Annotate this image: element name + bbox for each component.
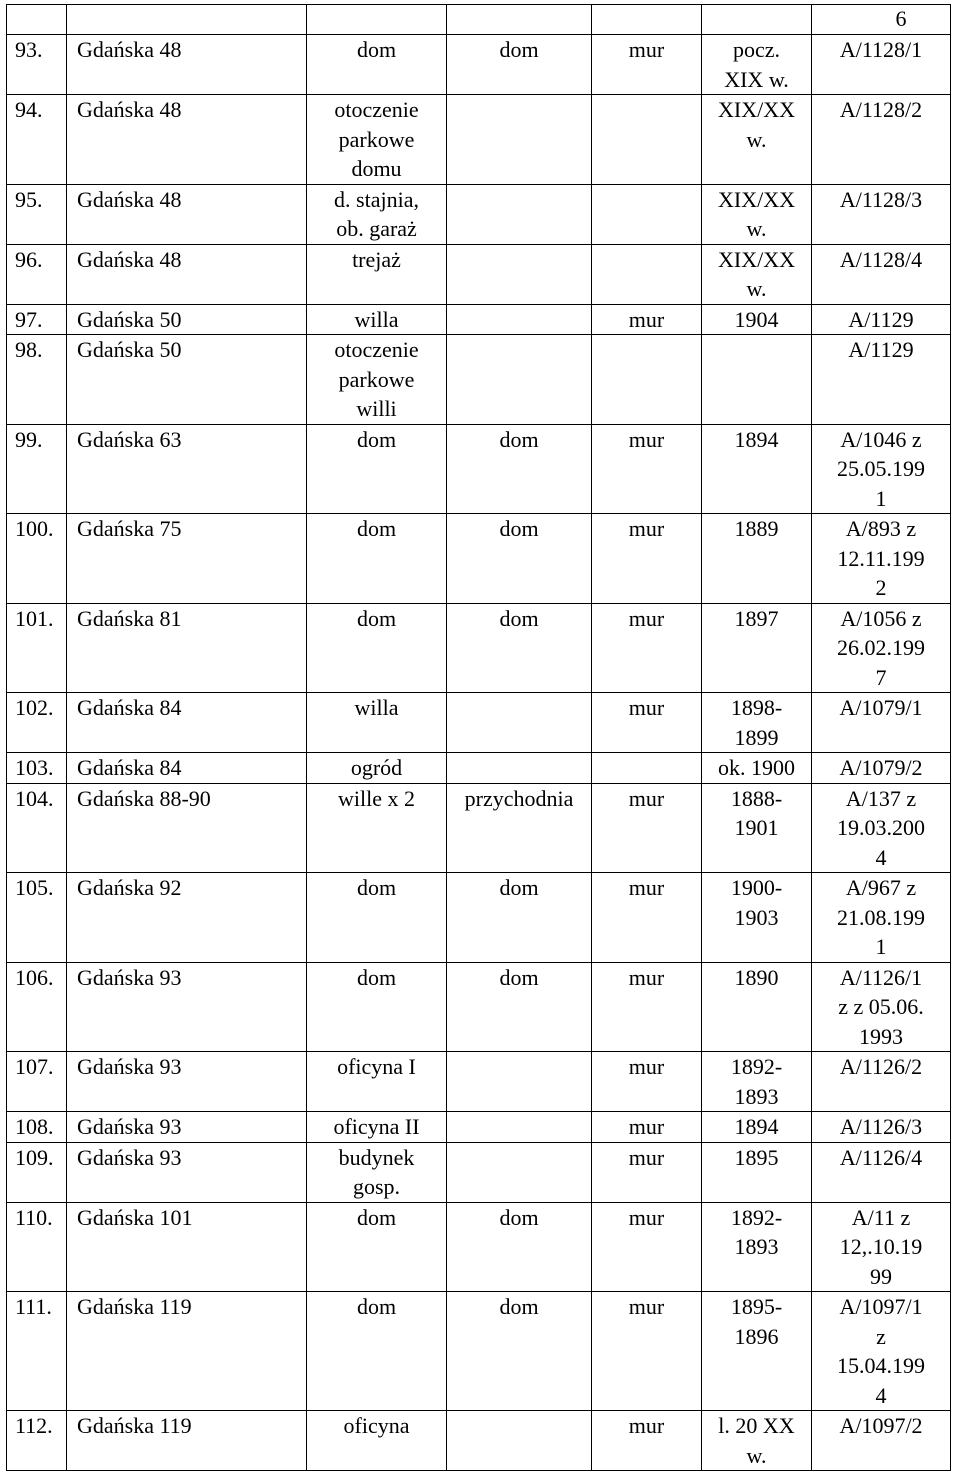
date-cell-text: 1904 <box>734 306 779 332</box>
address-cell-text: Gdańska 48 <box>77 246 182 272</box>
material-cell <box>592 95 702 185</box>
date-cell-text: 1890 <box>734 964 779 990</box>
table-row <box>7 1411 951 1471</box>
table-row <box>7 184 951 244</box>
address-cell-text: Gdańska 93 <box>77 1144 182 1170</box>
address-cell-text: Gdańska 63 <box>77 426 182 452</box>
address-cell <box>67 95 307 185</box>
material-cell-text: mur <box>628 605 665 631</box>
address-cell <box>67 1292 307 1411</box>
register-number-cell <box>812 962 951 1052</box>
row-number-text: 105. <box>15 875 54 900</box>
table-row <box>7 873 951 963</box>
original-function-cell-text: dom <box>356 1294 397 1319</box>
address-cell-text: Gdańska 75 <box>77 516 182 541</box>
date-cell-text: l. 20 XX w. <box>718 1413 795 1468</box>
date-cell-text: 1888- 1901 <box>730 785 783 840</box>
register-body <box>7 5 951 1471</box>
current-function-cell <box>447 1202 592 1292</box>
register-number-cell-text: A/1056 z 26.02.199 7 <box>837 605 925 690</box>
material-cell-text: mur <box>628 1413 665 1438</box>
address-cell <box>67 35 307 95</box>
page-number: 6 <box>895 6 907 31</box>
current-function-cell-text: dom <box>499 1204 539 1230</box>
date-cell <box>702 514 812 604</box>
material-cell <box>592 603 702 693</box>
current-function-cell <box>447 184 592 244</box>
header-cell <box>67 5 307 35</box>
row-number <box>7 603 67 693</box>
date-cell-text: 1894 <box>734 426 779 452</box>
current-function-cell <box>447 603 592 693</box>
original-function-cell-text: oficyna <box>343 1413 410 1438</box>
date-cell <box>702 1292 812 1411</box>
address-cell-text: Gdańska 93 <box>77 1054 182 1079</box>
current-function-cell <box>447 783 592 873</box>
register-number-cell-text: A/1126/3 <box>839 1114 923 1139</box>
register-number-cell <box>812 753 951 784</box>
table-row <box>7 1142 951 1202</box>
date-cell-text: 1897 <box>734 605 779 631</box>
address-cell-text: Gdańska 48 <box>77 97 182 122</box>
table-row <box>7 603 951 693</box>
row-number <box>7 1052 67 1112</box>
address-cell <box>67 184 307 244</box>
current-function-cell-text: dom <box>499 37 539 62</box>
original-function-cell-text: otoczenie parkowe domu <box>334 97 419 181</box>
original-function-cell <box>307 1202 447 1292</box>
material-cell <box>592 304 702 335</box>
original-function-cell <box>307 244 447 304</box>
row-number-text: 94. <box>15 97 43 122</box>
address-cell <box>67 1052 307 1112</box>
row-number <box>7 873 67 963</box>
current-function-cell <box>447 244 592 304</box>
register-number-cell-text: A/1128/4 <box>839 246 923 272</box>
row-number-text: 96. <box>15 246 43 272</box>
table-row <box>7 244 951 304</box>
date-cell-text: 1889 <box>734 516 779 541</box>
table-row <box>7 783 951 873</box>
row-number-text: 104. <box>15 785 54 811</box>
table-row <box>7 35 951 95</box>
date-cell <box>702 783 812 873</box>
date-cell <box>702 693 812 753</box>
material-cell-text: mur <box>628 875 665 900</box>
register-number-cell <box>812 603 951 693</box>
current-function-cell <box>447 1411 592 1471</box>
address-cell <box>67 693 307 753</box>
original-function-cell-text: dom <box>356 605 397 631</box>
material-cell <box>592 962 702 1052</box>
header-cell <box>592 5 702 35</box>
register-number-cell-text: A/1079/1 <box>839 695 923 720</box>
row-number-text: 109. <box>15 1144 54 1170</box>
current-function-cell <box>447 693 592 753</box>
date-cell <box>702 1142 812 1202</box>
row-number <box>7 1142 67 1202</box>
register-number-cell-text: A/1126/2 <box>839 1054 923 1079</box>
register-number-cell <box>812 1292 951 1411</box>
register-number-cell <box>812 244 951 304</box>
register-number-cell-text: A/1126/1 z z 05.06. 1993 <box>838 964 924 1049</box>
original-function-cell <box>307 753 447 784</box>
address-cell-text: Gdańska 50 <box>77 337 182 362</box>
current-function-cell-text: dom <box>499 875 539 900</box>
register-number-cell <box>812 35 951 95</box>
date-cell <box>702 335 812 425</box>
address-cell <box>67 873 307 963</box>
header-cell <box>812 5 951 35</box>
original-function-cell <box>307 424 447 514</box>
row-number-text: 106. <box>15 964 54 990</box>
address-cell-text: Gdańska 81 <box>77 605 182 631</box>
original-function-cell <box>307 783 447 873</box>
register-number-cell <box>812 1411 951 1471</box>
address-cell-text: Gdańska 93 <box>77 1114 182 1139</box>
material-cell-text: mur <box>628 306 665 332</box>
table-row <box>7 335 951 425</box>
row-number <box>7 95 67 185</box>
current-function-cell-text: dom <box>499 516 539 541</box>
table-row <box>7 304 951 335</box>
register-number-cell-text: A/1079/2 <box>839 755 923 780</box>
address-cell-text: Gdańska 101 <box>77 1204 193 1230</box>
register-number-cell-text: A/1128/2 <box>839 97 923 122</box>
register-number-cell-text: A/1128/1 <box>839 37 923 62</box>
date-cell-text: 1895 <box>734 1144 779 1170</box>
date-cell <box>702 35 812 95</box>
original-function-cell-text: oficyna I <box>337 1054 416 1079</box>
material-cell-text: mur <box>628 516 665 541</box>
table-row <box>7 693 951 753</box>
current-function-cell-text: dom <box>499 964 539 990</box>
monument-register-table <box>6 4 951 1471</box>
register-number-cell <box>812 783 951 873</box>
material-cell <box>592 1202 702 1292</box>
register-number-cell-text: A/1129 <box>848 306 914 332</box>
date-cell <box>702 244 812 304</box>
date-cell-text: XIX/XX w. <box>718 246 795 301</box>
original-function-cell-text: otoczenie parkowe willi <box>334 337 419 421</box>
row-number <box>7 184 67 244</box>
register-number-cell <box>812 514 951 604</box>
date-cell <box>702 962 812 1052</box>
date-cell <box>702 603 812 693</box>
material-cell-text: mur <box>628 1204 665 1230</box>
original-function-cell-text: oficyna II <box>333 1114 420 1139</box>
row-number <box>7 304 67 335</box>
date-cell <box>702 1112 812 1143</box>
register-number-cell <box>812 873 951 963</box>
address-cell <box>67 1112 307 1143</box>
address-cell <box>67 244 307 304</box>
table-row <box>7 1052 951 1112</box>
row-number <box>7 35 67 95</box>
row-number <box>7 514 67 604</box>
date-cell-text: 1895- 1896 <box>730 1294 783 1349</box>
register-number-cell <box>812 1142 951 1202</box>
row-number <box>7 1292 67 1411</box>
address-cell <box>67 783 307 873</box>
table-row <box>7 1112 951 1143</box>
original-function-cell <box>307 1142 447 1202</box>
register-number-cell <box>812 184 951 244</box>
original-function-cell <box>307 95 447 185</box>
original-function-cell-text: dom <box>356 875 397 900</box>
register-number-cell-text: A/1129 <box>848 337 914 362</box>
current-function-cell-text: dom <box>499 426 539 452</box>
row-number <box>7 1411 67 1471</box>
material-cell <box>592 514 702 604</box>
register-number-cell-text: A/893 z 12.11.199 2 <box>837 516 925 600</box>
table-row <box>7 95 951 185</box>
material-cell-text: mur <box>628 37 665 62</box>
address-cell <box>67 304 307 335</box>
table-row <box>7 1202 951 1292</box>
address-cell <box>67 1202 307 1292</box>
row-number <box>7 424 67 514</box>
original-function-cell <box>307 304 447 335</box>
row-number-text: 111. <box>15 1294 52 1319</box>
register-number-cell-text: A/137 z 19.03.200 4 <box>837 785 925 870</box>
register-number-cell <box>812 1112 951 1143</box>
register-number-cell-text: A/967 z 21.08.199 1 <box>837 875 925 959</box>
material-cell-text: mur <box>628 785 665 811</box>
row-number-text: 97. <box>15 306 43 332</box>
material-cell <box>592 1052 702 1112</box>
current-function-cell <box>447 873 592 963</box>
row-number-text: 93. <box>15 37 43 62</box>
register-number-cell <box>812 335 951 425</box>
original-function-cell-text: dom <box>356 516 397 541</box>
row-number-text: 103. <box>15 755 54 780</box>
current-function-cell <box>447 753 592 784</box>
row-number-text: 101. <box>15 605 54 631</box>
date-cell <box>702 424 812 514</box>
current-function-cell-text: dom <box>499 1294 539 1319</box>
address-cell-text: Gdańska 119 <box>77 1413 192 1438</box>
register-number-cell-text: A/1097/1 z 15.04.199 4 <box>837 1294 925 1408</box>
row-number-text: 110. <box>15 1204 53 1230</box>
material-cell-text: mur <box>628 964 665 990</box>
table-row <box>7 753 951 784</box>
row-number-text: 112. <box>15 1413 53 1438</box>
date-cell <box>702 1411 812 1471</box>
row-number <box>7 335 67 425</box>
original-function-cell <box>307 693 447 753</box>
original-function-cell-text: d. stajnia, ob. garaż <box>334 186 419 241</box>
date-cell-text: XIX/XX w. <box>718 97 795 152</box>
material-cell <box>592 753 702 784</box>
row-number <box>7 753 67 784</box>
original-function-cell-text: trejaż <box>352 246 401 272</box>
material-cell <box>592 783 702 873</box>
original-function-cell <box>307 962 447 1052</box>
address-cell <box>67 514 307 604</box>
row-number-text: 102. <box>15 695 54 720</box>
table-row <box>7 514 951 604</box>
original-function-cell-text: wille x 2 <box>338 785 415 811</box>
material-cell <box>592 184 702 244</box>
current-function-cell <box>447 335 592 425</box>
header-row <box>7 5 951 35</box>
date-cell-text: 1892- 1893 <box>730 1204 783 1259</box>
register-number-cell <box>812 1202 951 1292</box>
register-number-cell <box>812 304 951 335</box>
current-function-cell <box>447 1292 592 1411</box>
row-number <box>7 1202 67 1292</box>
address-cell-text: Gdańska 48 <box>77 37 182 62</box>
date-cell-text: 1892- 1893 <box>730 1054 783 1109</box>
date-cell-text: 1900- 1903 <box>730 875 783 930</box>
address-cell <box>67 1411 307 1471</box>
original-function-cell <box>307 184 447 244</box>
row-number-text: 107. <box>15 1054 54 1079</box>
table-row <box>7 424 951 514</box>
address-cell <box>67 1142 307 1202</box>
material-cell <box>592 873 702 963</box>
register-number-cell-text: A/1097/2 <box>839 1413 923 1438</box>
current-function-cell-text: dom <box>499 605 539 631</box>
material-cell <box>592 693 702 753</box>
original-function-cell <box>307 514 447 604</box>
address-cell-text: Gdańska 88-90 <box>77 785 211 811</box>
table-row <box>7 962 951 1052</box>
date-cell-text: 1894 <box>734 1114 779 1139</box>
address-cell <box>67 962 307 1052</box>
address-cell <box>67 753 307 784</box>
row-number-text: 99. <box>15 426 43 452</box>
material-cell <box>592 244 702 304</box>
current-function-cell <box>447 1052 592 1112</box>
address-cell <box>67 603 307 693</box>
material-cell-text: mur <box>628 426 665 452</box>
current-function-cell <box>447 514 592 604</box>
address-cell-text: Gdańska 84 <box>77 695 182 720</box>
current-function-cell <box>447 95 592 185</box>
original-function-cell-text: willa <box>354 306 399 332</box>
original-function-cell-text: ogród <box>350 755 403 780</box>
current-function-cell <box>447 1142 592 1202</box>
original-function-cell <box>307 873 447 963</box>
header-cell <box>702 5 812 35</box>
header-cell <box>7 5 67 35</box>
current-function-cell <box>447 424 592 514</box>
material-cell-text: mur <box>628 1144 665 1170</box>
current-function-cell <box>447 1112 592 1143</box>
address-cell-text: Gdańska 93 <box>77 964 182 990</box>
material-cell-text: mur <box>628 1294 665 1319</box>
material-cell <box>592 1411 702 1471</box>
material-cell-text: mur <box>628 695 665 720</box>
register-number-cell-text: A/1128/3 <box>839 186 923 212</box>
original-function-cell <box>307 1112 447 1143</box>
address-cell <box>67 335 307 425</box>
register-number-cell-text: A/1126/4 <box>839 1144 923 1170</box>
date-cell <box>702 1202 812 1292</box>
header-cell <box>307 5 447 35</box>
date-cell-text: XIX/XX w. <box>718 186 795 241</box>
date-cell-text: 1898- 1899 <box>730 695 783 750</box>
material-cell <box>592 1142 702 1202</box>
current-function-cell-text: przychodnia <box>464 785 574 811</box>
table-row <box>7 1292 951 1411</box>
date-cell <box>702 753 812 784</box>
original-function-cell <box>307 1292 447 1411</box>
row-number <box>7 783 67 873</box>
original-function-cell-text: budynek gosp. <box>338 1144 415 1199</box>
original-function-cell <box>307 35 447 95</box>
address-cell-text: Gdańska 92 <box>77 875 182 900</box>
register-number-cell-text: A/11 z 12,.10.19 99 <box>839 1204 923 1289</box>
material-cell <box>592 35 702 95</box>
original-function-cell <box>307 1052 447 1112</box>
address-cell-text: Gdańska 50 <box>77 306 182 332</box>
row-number <box>7 244 67 304</box>
date-cell <box>702 304 812 335</box>
row-number-text: 100. <box>15 516 54 541</box>
date-cell-text: pocz. XIX w. <box>724 37 789 92</box>
address-cell-text: Gdańska 48 <box>77 186 182 212</box>
row-number-text: 98. <box>15 337 43 362</box>
original-function-cell-text: willa <box>354 695 399 720</box>
current-function-cell <box>447 35 592 95</box>
original-function-cell-text: dom <box>356 426 397 452</box>
register-number-cell <box>812 424 951 514</box>
row-number-text: 108. <box>15 1114 54 1139</box>
row-number <box>7 1112 67 1143</box>
material-cell-text: mur <box>628 1054 665 1079</box>
original-function-cell-text: dom <box>356 964 397 990</box>
original-function-cell <box>307 1411 447 1471</box>
date-cell <box>702 184 812 244</box>
row-number <box>7 962 67 1052</box>
register-number-cell <box>812 95 951 185</box>
material-cell-text: mur <box>628 1114 665 1139</box>
current-function-cell <box>447 304 592 335</box>
original-function-cell-text: dom <box>356 1204 397 1230</box>
address-cell-text: Gdańska 119 <box>77 1294 192 1319</box>
date-cell <box>702 95 812 185</box>
row-number-text: 95. <box>15 186 43 212</box>
row-number <box>7 693 67 753</box>
register-number-cell <box>812 693 951 753</box>
address-cell <box>67 424 307 514</box>
material-cell <box>592 1112 702 1143</box>
register-number-cell-text: A/1046 z 25.05.199 1 <box>837 426 925 511</box>
material-cell <box>592 335 702 425</box>
original-function-cell-text: dom <box>356 37 397 62</box>
material-cell <box>592 1292 702 1411</box>
material-cell <box>592 424 702 514</box>
original-function-cell <box>307 603 447 693</box>
header-cell <box>447 5 592 35</box>
original-function-cell <box>307 335 447 425</box>
current-function-cell <box>447 962 592 1052</box>
date-cell <box>702 873 812 963</box>
date-cell <box>702 1052 812 1112</box>
address-cell-text: Gdańska 84 <box>77 755 182 780</box>
date-cell-text: ok. 1900 <box>718 755 795 780</box>
register-number-cell <box>812 1052 951 1112</box>
